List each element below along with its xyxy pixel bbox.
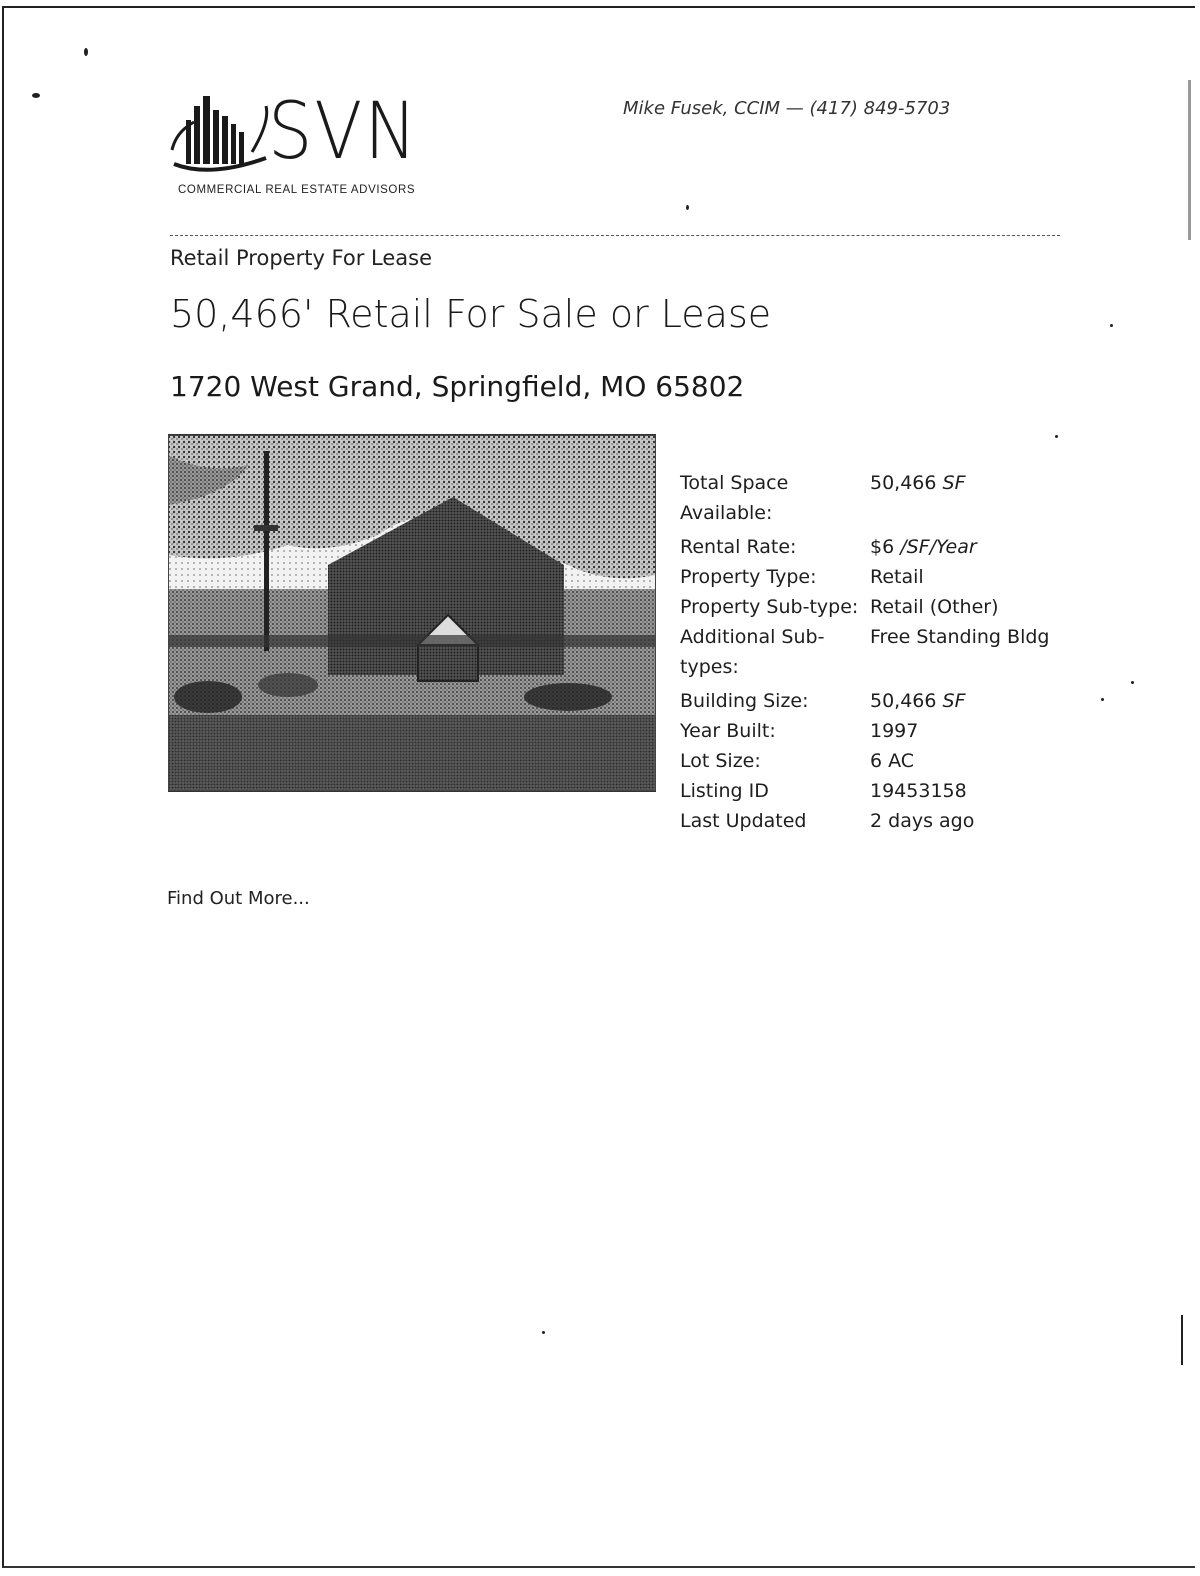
detail-row-last-updated [680, 806, 1100, 836]
detail-row-year-built [680, 716, 1100, 746]
scan-speck [686, 205, 689, 210]
detail-value: 6 AC [870, 750, 915, 772]
detail-label: Last Updated [680, 810, 807, 832]
detail-value: Free Standing Bldg [870, 626, 1050, 648]
detail-row-building-size [680, 686, 1100, 716]
detail-label: Listing ID [680, 780, 769, 802]
detail-value: 19453158 [870, 780, 967, 802]
detail-value: 50,466 SF [870, 690, 966, 712]
scan-speck [84, 48, 88, 56]
scan-speck [1181, 1315, 1183, 1365]
logo-wordmark: SVN [268, 85, 419, 178]
property-photo [168, 434, 656, 792]
detail-label: Lot Size: [680, 750, 761, 772]
find-out-more-link[interactable]: Find Out More... [167, 888, 310, 909]
building-skyline-icon [170, 92, 280, 182]
detail-value: $6 /SF/Year [870, 536, 977, 558]
detail-row-rental-rate [680, 532, 1100, 562]
detail-row-total-space [680, 468, 1100, 532]
scan-speck [1055, 435, 1058, 438]
agent-contact: Mike Fusek, CCIM — (417) 849-5703 [623, 98, 951, 119]
detail-value: 1997 [870, 720, 919, 742]
detail-label: Property Type: [680, 566, 817, 588]
detail-value: Retail [870, 566, 924, 588]
detail-value: 50,466 SF [870, 472, 966, 494]
detail-label: Building Size: [680, 690, 809, 712]
detail-row-property-subtype [680, 592, 1100, 622]
detail-label: Total Space Available: [680, 472, 789, 524]
scan-speck [1131, 681, 1134, 684]
detail-value: Retail (Other) [870, 596, 999, 618]
detail-label: Additional Sub-types: [680, 626, 825, 678]
header-divider [170, 235, 1060, 236]
detail-row-additional-subtypes [680, 622, 1100, 686]
listing-address: 1720 West Grand, Springfield, MO 65802 [170, 370, 745, 403]
company-logo [170, 85, 445, 204]
detail-row-property-type [680, 562, 1100, 592]
detail-label: Property Sub-type: [680, 596, 859, 618]
scan-speck [1188, 80, 1191, 240]
detail-row-lot-size [680, 746, 1100, 776]
scan-speck [542, 1331, 545, 1334]
property-details-table [680, 468, 1100, 836]
logo-tagline: COMMERCIAL REAL ESTATE ADVISORS [178, 184, 416, 196]
scan-speck [32, 93, 40, 98]
scan-speck [1110, 324, 1113, 327]
detail-row-listing-id [680, 776, 1100, 806]
scan-speck [1101, 698, 1104, 701]
detail-label: Year Built: [680, 720, 776, 742]
detail-label: Rental Rate: [680, 536, 797, 558]
listing-title: 50,466' Retail For Sale or Lease [170, 292, 772, 336]
listing-category: Retail Property For Lease [170, 246, 433, 270]
detail-value: 2 days ago [870, 810, 975, 832]
